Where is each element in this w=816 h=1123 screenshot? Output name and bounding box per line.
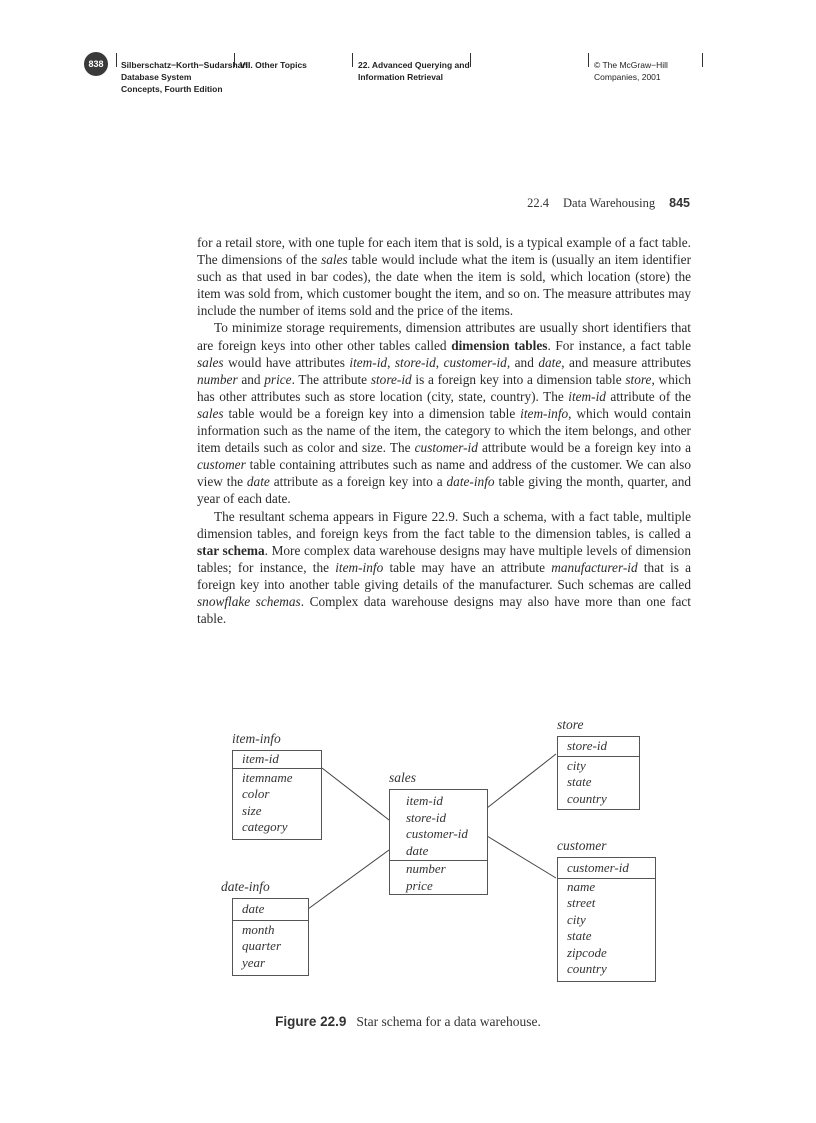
banner-copyright-line2: Companies, 2001	[594, 72, 661, 82]
customer-key: customer-id	[558, 858, 655, 879]
connector-store-sales	[487, 754, 556, 808]
section-title: Data Warehousing	[563, 196, 656, 210]
page-number: 845	[669, 196, 690, 210]
customer-attr: name	[567, 878, 596, 894]
connector-item-info-sales	[322, 768, 389, 820]
figure-label: Figure 22.9	[275, 1014, 347, 1029]
paragraph-1: for a retail store, with one tuple for each item that is sold, is a typical example of a fact table. The dimensions of the sales table would include what the item is (usually an item identifier such as that used in bar codes), the date when the item is sold, which location (store) the item was sold from, which customer bought the item, and so on. The measure attributes may include the number of items sold and the price of the items.	[197, 235, 691, 319]
sales-key: item-id	[406, 793, 443, 808]
connector-customer-sales	[487, 836, 556, 878]
connector-date-info-sales	[308, 850, 389, 909]
item-info-table	[232, 750, 322, 840]
sales-measure: number	[406, 861, 446, 876]
banner-authors: Silberschatz−Korth−Sudarshan:	[121, 60, 251, 70]
store-attr: state	[567, 774, 592, 789]
section-number: 22.4	[527, 196, 549, 210]
sales-key: customer-id	[406, 826, 468, 841]
store-attr: city	[567, 757, 586, 773]
date-info-attrs	[233, 921, 308, 976]
item-info-attr: category	[242, 819, 288, 834]
banner-part: VII. Other Topics	[240, 60, 307, 70]
sales-title: sales	[389, 770, 416, 785]
sales-keys	[390, 790, 487, 861]
page-badge: 838	[84, 52, 108, 76]
store-title: store	[557, 717, 584, 732]
figure-caption-text: Star schema for a data warehouse.	[356, 1014, 541, 1029]
date-info-attr: month	[242, 921, 275, 937]
store-key: store-id	[558, 737, 639, 757]
banner-chapter-line2: Information Retrieval	[358, 72, 444, 82]
customer-attr: street	[567, 895, 596, 910]
item-info-attr: itemname	[242, 769, 293, 785]
banner-chapter-line1: 22. Advanced Querying and	[358, 60, 470, 70]
customer-attrs	[558, 879, 655, 981]
sales-key: store-id	[406, 809, 446, 825]
banner-book-line1: Database System	[121, 72, 192, 82]
item-info-key: item-id	[233, 751, 321, 769]
customer-table	[557, 857, 656, 982]
item-info-title: item-info	[232, 731, 281, 746]
item-info-attrs	[233, 769, 321, 839]
customer-attr: zipcode	[567, 944, 607, 960]
paragraph-3: The resultant schema appears in Figure 22.9. Such a schema, with a fact table, multiple dimension tables, and foreign keys from the fact table to the dimension tables, is called a star schema. More complex data warehouse designs may have multiple levels of dimension tables; for instance, the item-info table may have an attribute manufacturer-id that is a foreign key into another table giving details of the manufacturer. Such schemas are called snowflake schemas. Complex data warehouse designs may also have more than one fact table.	[197, 508, 691, 627]
customer-attr: state	[567, 928, 592, 943]
date-info-table	[232, 898, 309, 976]
figure-caption	[0, 1014, 816, 1030]
paragraph-2: To minimize storage requirements, dimension attributes are usually short identifiers that are foreign keys into other other tables called dimension tables. For instance, a fact table sales would have attributes item-id, store-id, customer-id, and date, and measure attributes number and price. The attribute store-id is a foreign key into a dimension table store, which has other attributes such as store location (city, state, country). The item-id attribute of the sales table would be a foreign key into a dimension table item-info, which would contain information such as the name of the item, the category to which the item belongs, and other item details such as color and size. The customer-id attribute would be a foreign key into a customer table containing attributes such as name and address of the customer. We can also view the date attribute as a foreign key into a date-info table giving the month, quarter, and year of each date.	[197, 320, 691, 507]
store-table	[557, 736, 640, 810]
date-info-attr: quarter	[242, 938, 281, 953]
store-attrs	[558, 757, 639, 810]
sales-key: date	[406, 842, 429, 858]
customer-attr: city	[567, 911, 586, 927]
sales-measures	[390, 861, 487, 894]
item-info-attr: color	[242, 786, 270, 801]
banner-copyright-line1: © The McGraw−Hill	[594, 60, 668, 70]
date-info-key: date	[233, 899, 308, 921]
customer-title: customer	[557, 838, 607, 853]
date-info-attr: year	[242, 954, 266, 970]
customer-attr: country	[567, 961, 607, 976]
store-attr: country	[567, 790, 607, 806]
date-info-title: date-info	[221, 879, 270, 894]
item-info-attr: size	[242, 802, 262, 818]
sales-table	[389, 789, 488, 895]
banner-book-line2: Concepts, Fourth Edition	[121, 84, 223, 94]
sales-measure: price	[406, 877, 433, 893]
